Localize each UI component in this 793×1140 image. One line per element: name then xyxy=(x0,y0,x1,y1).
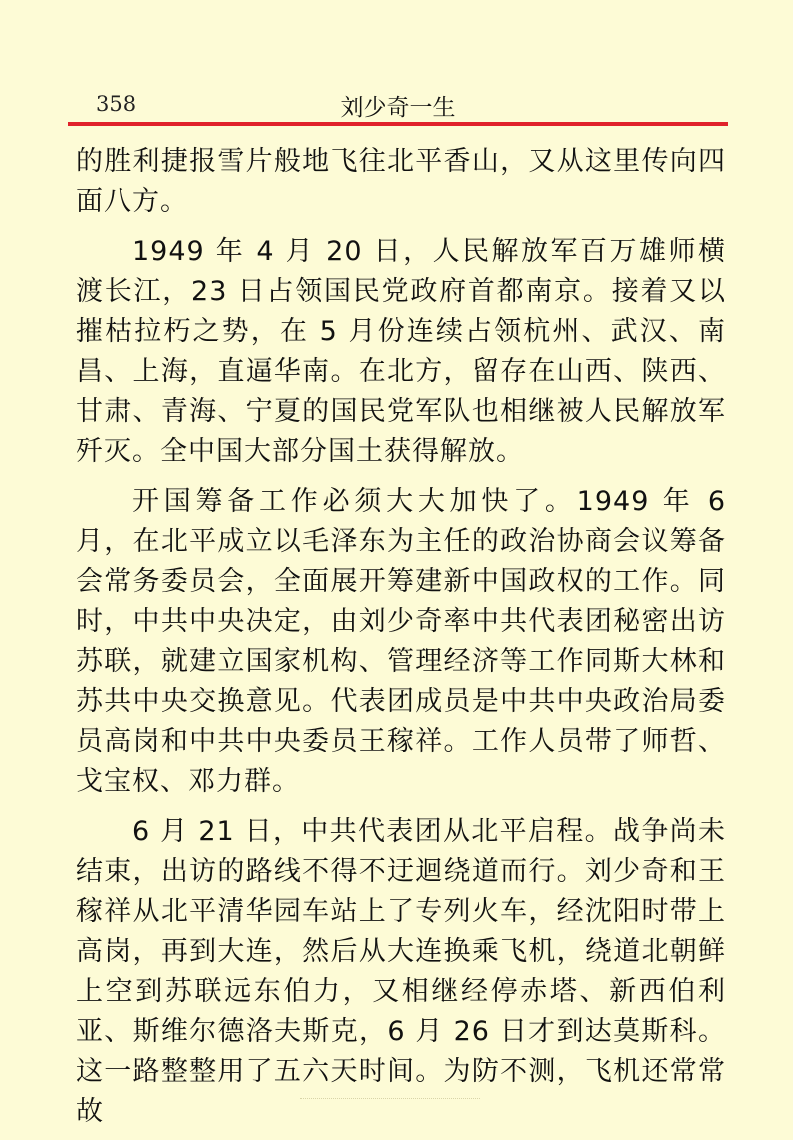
header-rule xyxy=(68,122,728,126)
running-title: 刘少奇一生 xyxy=(340,95,456,121)
paragraph-continued: 的胜利捷报雪片般地飞往北平香山，又从这里传向四面八方。 xyxy=(76,146,726,217)
body-text xyxy=(76,142,726,1132)
paragraph: 开国筹备工作必须大大加快了。1949 年 6 月，在北平成立以毛泽东为主任的政治协商会议筹备会常务委员会，全面展开筹建新中国政权的工作。同时，中共中央决定，由刘少奇率中共代表团秘密出访苏联，就建立国家机构、管理经济等工作同斯大林和苏共中央交换意见。代表团成员是中共中央政治局委员高岗和中共中央委员王稼祥。工作人员带了师哲、戈宝权、邓力群。 xyxy=(76,486,726,797)
page-header xyxy=(68,82,728,122)
page-number: 358 xyxy=(96,92,137,116)
footer-decoration xyxy=(300,1098,480,1105)
paragraph: 1949 年 4 月 20 日，人民解放军百万雄师横渡长江，23 日占领国民党政府首都南京。接着又以摧枯拉朽之势，在 5 月份连续占领杭州、武汉、南昌、上海，直逼华南。在北方，留存在山西、陕西、甘肃、青海、宁夏的国民党军队也相继被人民解放军歼灭。全中国大部分国土获得解放。 xyxy=(76,236,726,467)
paragraph: 6 月 21 日，中共代表团从北平启程。战争尚未结束，出访的路线不得不迂迴绕道而行。刘少奇和王稼祥从北平清华园车站上了专列火车，经沈阳时带上高岗，再到大连，然后从大连换乘飞机，绕道北朝鲜上空到苏联远东伯力，又相继经停赤塔、新西伯利亚、斯维尔德洛夫斯克，6 月 26 日才到达莫斯科。这一路整整用了五六天时间。为防不测，飞机还常常故 xyxy=(76,816,726,1127)
